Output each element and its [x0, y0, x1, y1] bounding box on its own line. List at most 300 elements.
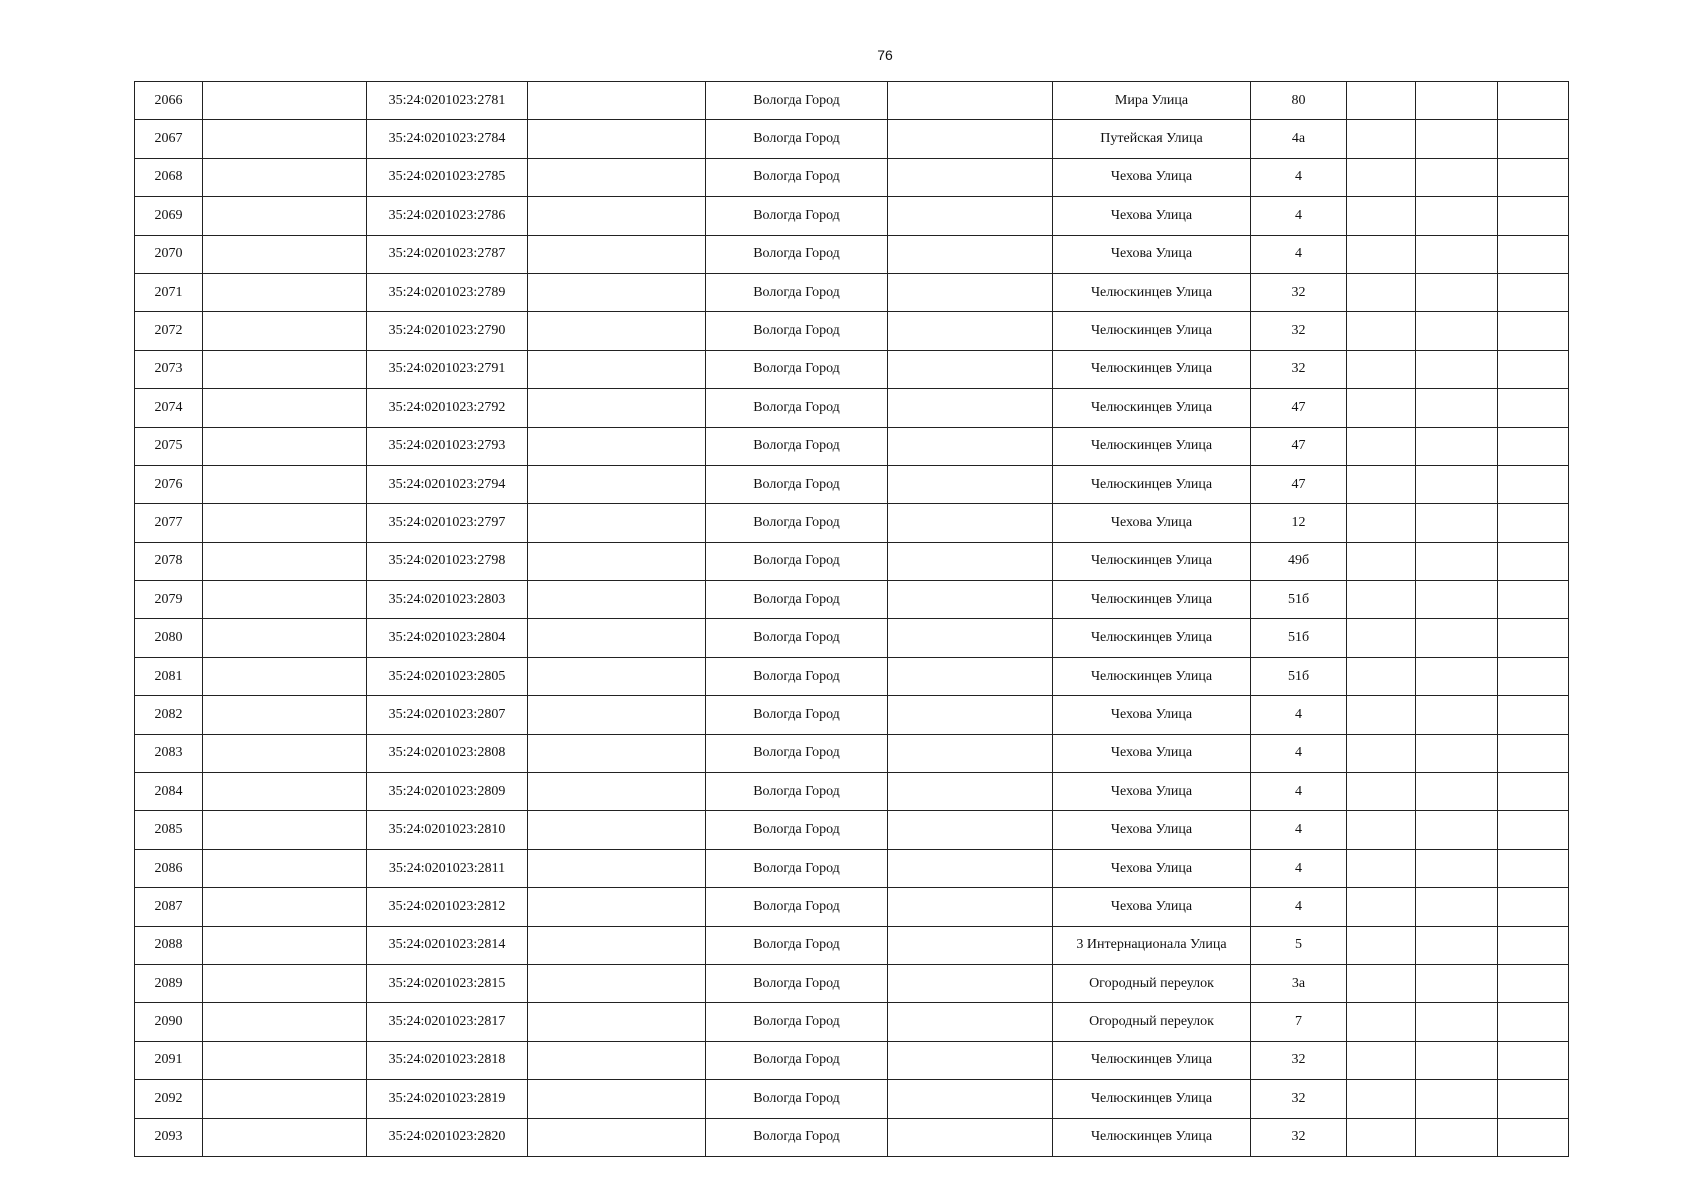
row-number-cell: 2088 — [135, 926, 203, 964]
empty-cell — [888, 504, 1053, 542]
city-cell: Вологда Город — [706, 389, 888, 427]
table-row — [135, 964, 1569, 1002]
table-row — [135, 657, 1569, 695]
house-number-cell: 32 — [1251, 1041, 1347, 1079]
table-row — [135, 197, 1569, 235]
empty-cell — [1498, 465, 1569, 503]
empty-cell — [888, 350, 1053, 388]
city-cell: Вологда Город — [706, 465, 888, 503]
city-cell: Вологда Город — [706, 273, 888, 311]
table-row — [135, 849, 1569, 887]
empty-cell — [888, 657, 1053, 695]
house-number-cell: 4а — [1251, 120, 1347, 158]
city-cell: Вологда Город — [706, 1080, 888, 1118]
house-number-cell: 32 — [1251, 1080, 1347, 1118]
house-number-cell: 12 — [1251, 504, 1347, 542]
empty-cell — [888, 427, 1053, 465]
table-row — [135, 1080, 1569, 1118]
city-cell: Вологда Город — [706, 158, 888, 196]
empty-cell — [203, 350, 367, 388]
empty-cell — [1416, 1041, 1498, 1079]
table-row — [135, 465, 1569, 503]
empty-cell — [888, 696, 1053, 734]
empty-cell — [1347, 1080, 1416, 1118]
empty-cell — [1347, 849, 1416, 887]
empty-cell — [203, 619, 367, 657]
street-cell: Челюскинцев Улица — [1053, 465, 1251, 503]
row-number-cell: 2074 — [135, 389, 203, 427]
cadastral-number-cell: 35:24:0201023:2811 — [367, 849, 528, 887]
empty-cell — [203, 312, 367, 350]
house-number-cell: 4 — [1251, 696, 1347, 734]
table-row — [135, 888, 1569, 926]
street-cell: Челюскинцев Улица — [1053, 581, 1251, 619]
table-row — [135, 504, 1569, 542]
row-number-cell: 2092 — [135, 1080, 203, 1118]
city-cell: Вологда Город — [706, 581, 888, 619]
empty-cell — [203, 82, 367, 120]
empty-cell — [528, 158, 706, 196]
empty-cell — [1416, 811, 1498, 849]
empty-cell — [888, 1003, 1053, 1041]
empty-cell — [203, 811, 367, 849]
cadastral-number-cell: 35:24:0201023:2814 — [367, 926, 528, 964]
empty-cell — [203, 1118, 367, 1156]
house-number-cell: 51б — [1251, 581, 1347, 619]
house-number-cell: 4 — [1251, 197, 1347, 235]
empty-cell — [1416, 235, 1498, 273]
empty-cell — [1498, 1118, 1569, 1156]
row-number-cell: 2072 — [135, 312, 203, 350]
cadastral-number-cell: 35:24:0201023:2792 — [367, 389, 528, 427]
street-cell: 3 Интернационала Улица — [1053, 926, 1251, 964]
empty-cell — [1347, 273, 1416, 311]
city-cell: Вологда Город — [706, 1041, 888, 1079]
empty-cell — [203, 1041, 367, 1079]
empty-cell — [1498, 235, 1569, 273]
house-number-cell: 51б — [1251, 657, 1347, 695]
empty-cell — [1347, 619, 1416, 657]
table-row — [135, 1041, 1569, 1079]
table-row — [135, 619, 1569, 657]
house-number-cell: 4 — [1251, 158, 1347, 196]
table-row — [135, 120, 1569, 158]
row-number-cell: 2075 — [135, 427, 203, 465]
empty-cell — [1416, 773, 1498, 811]
street-cell: Челюскинцев Улица — [1053, 389, 1251, 427]
cadastral-number-cell: 35:24:0201023:2809 — [367, 773, 528, 811]
empty-cell — [1347, 312, 1416, 350]
empty-cell — [528, 1003, 706, 1041]
city-cell: Вологда Город — [706, 235, 888, 273]
empty-cell — [1416, 504, 1498, 542]
cadastral-number-cell: 35:24:0201023:2818 — [367, 1041, 528, 1079]
empty-cell — [1416, 696, 1498, 734]
empty-cell — [1347, 926, 1416, 964]
street-cell: Чехова Улица — [1053, 504, 1251, 542]
house-number-cell: 4 — [1251, 811, 1347, 849]
empty-cell — [528, 389, 706, 427]
empty-cell — [1416, 619, 1498, 657]
cadastral-number-cell: 35:24:0201023:2810 — [367, 811, 528, 849]
cadastral-number-cell: 35:24:0201023:2820 — [367, 1118, 528, 1156]
empty-cell — [1416, 849, 1498, 887]
empty-cell — [203, 926, 367, 964]
city-cell: Вологда Город — [706, 504, 888, 542]
empty-cell — [1416, 888, 1498, 926]
city-cell: Вологда Город — [706, 734, 888, 772]
house-number-cell: 32 — [1251, 350, 1347, 388]
empty-cell — [888, 811, 1053, 849]
cadastral-number-cell: 35:24:0201023:2785 — [367, 158, 528, 196]
cadastral-number-cell: 35:24:0201023:2789 — [367, 273, 528, 311]
table-row — [135, 926, 1569, 964]
empty-cell — [1416, 734, 1498, 772]
row-number-cell: 2090 — [135, 1003, 203, 1041]
house-number-cell: 32 — [1251, 312, 1347, 350]
street-cell: Челюскинцев Улица — [1053, 273, 1251, 311]
street-cell: Челюскинцев Улица — [1053, 1080, 1251, 1118]
city-cell: Вологда Город — [706, 312, 888, 350]
row-number-cell: 2083 — [135, 734, 203, 772]
empty-cell — [1347, 235, 1416, 273]
empty-cell — [1498, 581, 1569, 619]
empty-cell — [1416, 1080, 1498, 1118]
city-cell: Вологда Город — [706, 197, 888, 235]
cadastral-number-cell: 35:24:0201023:2781 — [367, 82, 528, 120]
city-cell: Вологда Город — [706, 773, 888, 811]
table-row — [135, 389, 1569, 427]
row-number-cell: 2082 — [135, 696, 203, 734]
empty-cell — [888, 197, 1053, 235]
empty-cell — [203, 120, 367, 158]
street-cell: Челюскинцев Улица — [1053, 312, 1251, 350]
empty-cell — [1498, 657, 1569, 695]
cadastral-number-cell: 35:24:0201023:2807 — [367, 696, 528, 734]
city-cell: Вологда Город — [706, 350, 888, 388]
empty-cell — [1347, 504, 1416, 542]
house-number-cell: 32 — [1251, 1118, 1347, 1156]
empty-cell — [1347, 120, 1416, 158]
empty-cell — [528, 273, 706, 311]
empty-cell — [888, 158, 1053, 196]
city-cell: Вологда Город — [706, 120, 888, 158]
empty-cell — [528, 120, 706, 158]
empty-cell — [888, 312, 1053, 350]
empty-cell — [528, 964, 706, 1002]
city-cell: Вологда Город — [706, 926, 888, 964]
empty-cell — [203, 427, 367, 465]
row-number-cell: 2069 — [135, 197, 203, 235]
empty-cell — [1416, 465, 1498, 503]
empty-cell — [203, 964, 367, 1002]
cadastral-number-cell: 35:24:0201023:2808 — [367, 734, 528, 772]
city-cell: Вологда Город — [706, 619, 888, 657]
empty-cell — [1347, 542, 1416, 580]
empty-cell — [1416, 120, 1498, 158]
empty-cell — [888, 235, 1053, 273]
street-cell: Чехова Улица — [1053, 849, 1251, 887]
empty-cell — [528, 811, 706, 849]
row-number-cell: 2076 — [135, 465, 203, 503]
empty-cell — [1347, 811, 1416, 849]
empty-cell — [528, 734, 706, 772]
empty-cell — [528, 312, 706, 350]
empty-cell — [1416, 1118, 1498, 1156]
empty-cell — [1347, 1041, 1416, 1079]
empty-cell — [528, 350, 706, 388]
empty-cell — [1498, 811, 1569, 849]
empty-cell — [528, 773, 706, 811]
street-cell: Чехова Улица — [1053, 235, 1251, 273]
empty-cell — [203, 657, 367, 695]
empty-cell — [1416, 389, 1498, 427]
empty-cell — [1347, 389, 1416, 427]
empty-cell — [1347, 350, 1416, 388]
city-cell: Вологда Город — [706, 964, 888, 1002]
city-cell: Вологда Город — [706, 849, 888, 887]
house-number-cell: 4 — [1251, 734, 1347, 772]
house-number-cell: 4 — [1251, 888, 1347, 926]
city-cell: Вологда Город — [706, 1003, 888, 1041]
house-number-cell: 4 — [1251, 773, 1347, 811]
empty-cell — [888, 120, 1053, 158]
empty-cell — [1416, 350, 1498, 388]
cadastral-number-cell: 35:24:0201023:2794 — [367, 465, 528, 503]
empty-cell — [888, 734, 1053, 772]
empty-cell — [1416, 657, 1498, 695]
row-number-cell: 2066 — [135, 82, 203, 120]
table-body — [135, 82, 1569, 1157]
empty-cell — [528, 465, 706, 503]
street-cell: Чехова Улица — [1053, 696, 1251, 734]
empty-cell — [528, 82, 706, 120]
empty-cell — [1498, 888, 1569, 926]
row-number-cell: 2068 — [135, 158, 203, 196]
table-row — [135, 427, 1569, 465]
city-cell: Вологда Город — [706, 811, 888, 849]
row-number-cell: 2085 — [135, 811, 203, 849]
street-cell: Огородный переулок — [1053, 964, 1251, 1002]
empty-cell — [1416, 82, 1498, 120]
empty-cell — [888, 389, 1053, 427]
empty-cell — [888, 964, 1053, 1002]
cadastral-number-cell: 35:24:0201023:2786 — [367, 197, 528, 235]
street-cell: Чехова Улица — [1053, 773, 1251, 811]
row-number-cell: 2070 — [135, 235, 203, 273]
empty-cell — [203, 581, 367, 619]
empty-cell — [888, 926, 1053, 964]
street-cell: Челюскинцев Улица — [1053, 1041, 1251, 1079]
city-cell: Вологда Город — [706, 1118, 888, 1156]
cadastral-number-cell: 35:24:0201023:2817 — [367, 1003, 528, 1041]
street-cell: Челюскинцев Улица — [1053, 350, 1251, 388]
empty-cell — [203, 158, 367, 196]
empty-cell — [528, 888, 706, 926]
empty-cell — [528, 581, 706, 619]
empty-cell — [1416, 158, 1498, 196]
empty-cell — [1498, 350, 1569, 388]
empty-cell — [528, 235, 706, 273]
empty-cell — [1347, 581, 1416, 619]
empty-cell — [888, 465, 1053, 503]
row-number-cell: 2067 — [135, 120, 203, 158]
empty-cell — [528, 1080, 706, 1118]
empty-cell — [1347, 465, 1416, 503]
table-row — [135, 1003, 1569, 1041]
empty-cell — [888, 273, 1053, 311]
empty-cell — [888, 1080, 1053, 1118]
row-number-cell: 2071 — [135, 273, 203, 311]
table-row — [135, 312, 1569, 350]
row-number-cell: 2089 — [135, 964, 203, 1002]
empty-cell — [1347, 158, 1416, 196]
empty-cell — [1347, 964, 1416, 1002]
city-cell: Вологда Город — [706, 657, 888, 695]
empty-cell — [1347, 696, 1416, 734]
empty-cell — [1416, 427, 1498, 465]
empty-cell — [203, 389, 367, 427]
empty-cell — [1498, 504, 1569, 542]
empty-cell — [1498, 158, 1569, 196]
empty-cell — [1498, 926, 1569, 964]
street-cell: Чехова Улица — [1053, 197, 1251, 235]
house-number-cell: 51б — [1251, 619, 1347, 657]
empty-cell — [1416, 581, 1498, 619]
street-cell: Чехова Улица — [1053, 734, 1251, 772]
table-row — [135, 1118, 1569, 1156]
cadastral-number-cell: 35:24:0201023:2784 — [367, 120, 528, 158]
table-row — [135, 235, 1569, 273]
empty-cell — [528, 849, 706, 887]
empty-cell — [528, 657, 706, 695]
row-number-cell: 2080 — [135, 619, 203, 657]
city-cell: Вологда Город — [706, 82, 888, 120]
street-cell: Огородный переулок — [1053, 1003, 1251, 1041]
table-row — [135, 273, 1569, 311]
empty-cell — [528, 542, 706, 580]
empty-cell — [1498, 273, 1569, 311]
cadastral-number-cell: 35:24:0201023:2804 — [367, 619, 528, 657]
empty-cell — [888, 1041, 1053, 1079]
cadastral-number-cell: 35:24:0201023:2790 — [367, 312, 528, 350]
empty-cell — [1347, 197, 1416, 235]
empty-cell — [203, 235, 367, 273]
table-row — [135, 542, 1569, 580]
house-number-cell: 47 — [1251, 389, 1347, 427]
table-row — [135, 350, 1569, 388]
empty-cell — [888, 888, 1053, 926]
page-number: 76 — [877, 47, 893, 63]
house-number-cell: 4 — [1251, 235, 1347, 273]
row-number-cell: 2077 — [135, 504, 203, 542]
empty-cell — [1416, 312, 1498, 350]
house-number-cell: 47 — [1251, 465, 1347, 503]
cadastral-number-cell: 35:24:0201023:2805 — [367, 657, 528, 695]
street-cell: Путейская Улица — [1053, 120, 1251, 158]
house-number-cell: 49б — [1251, 542, 1347, 580]
table-row — [135, 581, 1569, 619]
city-cell: Вологда Город — [706, 888, 888, 926]
street-cell: Чехова Улица — [1053, 888, 1251, 926]
table-row — [135, 811, 1569, 849]
empty-cell — [203, 773, 367, 811]
city-cell: Вологда Город — [706, 427, 888, 465]
empty-cell — [1498, 1041, 1569, 1079]
street-cell: Чехова Улица — [1053, 158, 1251, 196]
house-number-cell: 80 — [1251, 82, 1347, 120]
row-number-cell: 2084 — [135, 773, 203, 811]
empty-cell — [203, 504, 367, 542]
house-number-cell: 5 — [1251, 926, 1347, 964]
empty-cell — [528, 619, 706, 657]
cadastral-number-cell: 35:24:0201023:2791 — [367, 350, 528, 388]
empty-cell — [203, 1003, 367, 1041]
empty-cell — [888, 849, 1053, 887]
cadastral-number-cell: 35:24:0201023:2798 — [367, 542, 528, 580]
empty-cell — [888, 82, 1053, 120]
empty-cell — [1416, 197, 1498, 235]
empty-cell — [203, 888, 367, 926]
empty-cell — [528, 696, 706, 734]
cadastral-number-cell: 35:24:0201023:2803 — [367, 581, 528, 619]
empty-cell — [1347, 1118, 1416, 1156]
empty-cell — [888, 581, 1053, 619]
empty-cell — [528, 197, 706, 235]
empty-cell — [1416, 926, 1498, 964]
empty-cell — [1347, 773, 1416, 811]
empty-cell — [528, 1041, 706, 1079]
empty-cell — [1347, 734, 1416, 772]
empty-cell — [1498, 542, 1569, 580]
empty-cell — [203, 542, 367, 580]
empty-cell — [528, 926, 706, 964]
empty-cell — [203, 734, 367, 772]
registry-table — [134, 81, 1569, 1157]
empty-cell — [1416, 273, 1498, 311]
empty-cell — [1498, 619, 1569, 657]
empty-cell — [1498, 773, 1569, 811]
row-number-cell: 2086 — [135, 849, 203, 887]
cadastral-number-cell: 35:24:0201023:2812 — [367, 888, 528, 926]
empty-cell — [888, 773, 1053, 811]
row-number-cell: 2087 — [135, 888, 203, 926]
empty-cell — [528, 427, 706, 465]
table-row — [135, 158, 1569, 196]
row-number-cell: 2093 — [135, 1118, 203, 1156]
house-number-cell: 7 — [1251, 1003, 1347, 1041]
empty-cell — [888, 542, 1053, 580]
city-cell: Вологда Город — [706, 542, 888, 580]
empty-cell — [1347, 657, 1416, 695]
street-cell: Челюскинцев Улица — [1053, 657, 1251, 695]
empty-cell — [1498, 696, 1569, 734]
empty-cell — [1347, 82, 1416, 120]
house-number-cell: 47 — [1251, 427, 1347, 465]
empty-cell — [1498, 312, 1569, 350]
empty-cell — [1347, 888, 1416, 926]
cadastral-number-cell: 35:24:0201023:2819 — [367, 1080, 528, 1118]
house-number-cell: 3а — [1251, 964, 1347, 1002]
table-row — [135, 773, 1569, 811]
empty-cell — [1498, 197, 1569, 235]
empty-cell — [1498, 734, 1569, 772]
row-number-cell: 2079 — [135, 581, 203, 619]
city-cell: Вологда Город — [706, 696, 888, 734]
empty-cell — [1347, 1003, 1416, 1041]
empty-cell — [1498, 849, 1569, 887]
table-row — [135, 696, 1569, 734]
